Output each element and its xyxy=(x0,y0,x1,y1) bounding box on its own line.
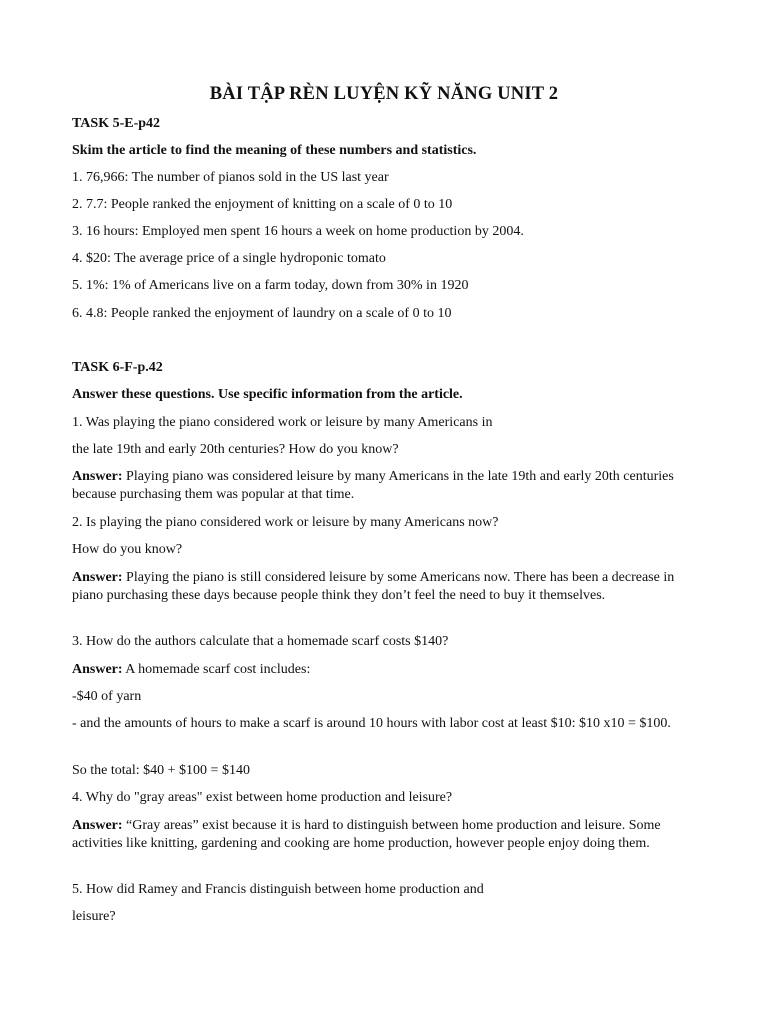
question-2-line-1: 2. Is playing the piano considered work or leisure by many Americans now? xyxy=(72,515,499,530)
question-3: 3. How do the authors calculate that a homemade scarf costs $140? xyxy=(72,634,449,649)
question-1-line-1: 1. Was playing the piano considered work or leisure by many Americans in xyxy=(72,415,493,430)
task5-heading: TASK 5-E-p42 xyxy=(72,116,161,131)
task5-item: 5. 1%: 1% of Americans live on a farm today, down from 30% in 1920 xyxy=(72,278,469,293)
question-5-line-2: leisure? xyxy=(72,909,116,924)
answer-1-text: Playing piano was considered leisure by many Americans in the late 19th and early 20th centuries because purchasing them was popular at that time. xyxy=(72,469,674,502)
question-1-line-2: the late 19th and early 20th centuries? How do you know? xyxy=(72,442,399,457)
answer-label: Answer: xyxy=(72,662,123,677)
task5-instruction: Skim the article to find the meaning of these numbers and statistics. xyxy=(72,143,477,158)
task6-heading: TASK 6-F-p.42 xyxy=(72,360,163,375)
task5-item: 4. $20: The average price of a single hydroponic tomato xyxy=(72,251,386,266)
answer-3-total: So the total: $40 + $100 = $140 xyxy=(72,763,250,778)
answer-3-text: A homemade scarf cost includes: xyxy=(125,662,311,677)
answer-label: Answer: xyxy=(72,818,123,833)
answer-label: Answer: xyxy=(72,469,123,484)
question-5-line-1: 5. How did Ramey and Francis distinguish between home production and xyxy=(72,882,484,897)
answer-3 xyxy=(72,661,702,679)
answer-label: Answer: xyxy=(72,570,123,585)
question-2-line-2: How do you know? xyxy=(72,542,183,557)
answer-2 xyxy=(72,569,702,605)
answer-3-item-2: - and the amounts of hours to make a scarf is around 10 hours with labor cost at least $10: $10 x10 = $100. xyxy=(72,716,671,731)
task5-item: 1. 76,966: The number of pianos sold in the US last year xyxy=(72,170,389,185)
answer-3-item-1: -$40 of yarn xyxy=(72,689,142,704)
answer-4 xyxy=(72,817,702,853)
page-title: BÀI TẬP RÈN LUYỆN KỸ NĂNG UNIT 2 xyxy=(209,84,559,104)
task5-item: 6. 4.8: People ranked the enjoyment of laundry on a scale of 0 to 10 xyxy=(72,306,452,321)
task6-instruction: Answer these questions. Use specific information from the article. xyxy=(72,387,463,402)
answer-2-text: Playing the piano is still considered leisure by some Americans now. There has been a decrease in piano purchasing these days because people think they don’t feel the need to buy it themselves. xyxy=(72,570,675,603)
answer-4-text: “Gray areas” exist because it is hard to distinguish between home production and leisure. Some activities like knitting, gardening and cooking are home production, however people enjoy doing them. xyxy=(72,818,661,851)
task5-item: 3. 16 hours: Employed men spent 16 hours a week on home production by 2004. xyxy=(72,224,524,239)
answer-1 xyxy=(72,468,702,504)
question-4: 4. Why do "gray areas" exist between home production and leisure? xyxy=(72,790,453,805)
task5-item: 2. 7.7: People ranked the enjoyment of knitting on a scale of 0 to 10 xyxy=(72,197,453,212)
